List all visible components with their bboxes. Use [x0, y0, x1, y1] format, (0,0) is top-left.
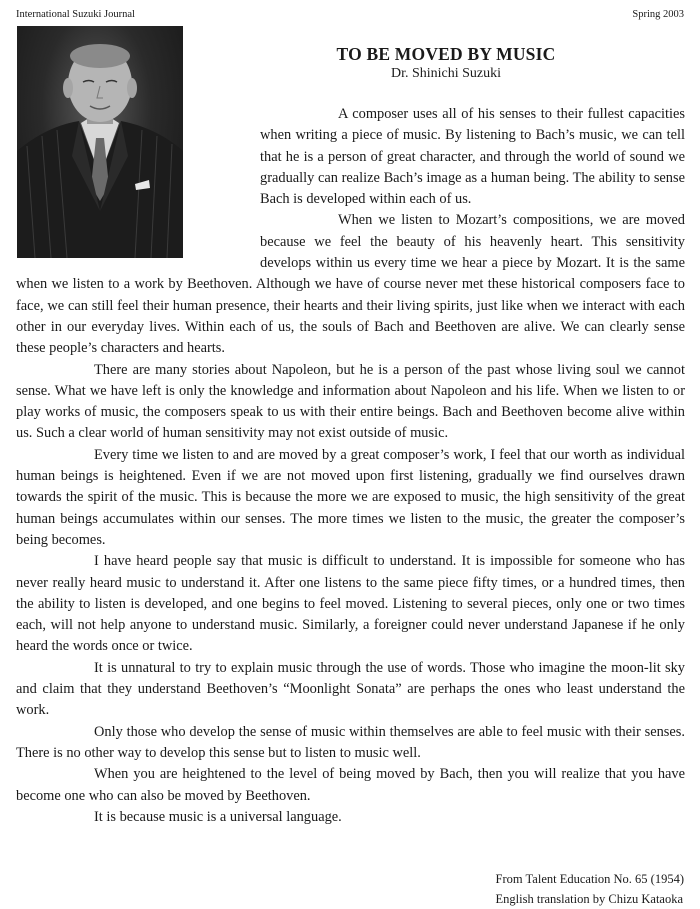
article-title: TO BE MOVED BY MUSIC: [336, 44, 556, 64]
paragraph: It is unnatural to try to explain music through the use of words. Those who imagine the moon-lit sky and claim that they understand Beethoven’s “Moonlight Sonata” are perhaps the ones who least understand the work.: [16, 659, 685, 719]
article-body: [16, 104, 685, 828]
paragraph: Every time we listen to and are moved by a great composer’s work, I feel that our worth as individual human beings is heightened. Even if we are not moved upon first listening, gradually we find ourselves drawn towards the spirit of the music. This is because the more we are exposed to music, the high sensitivity of the great human beings accumulates within our senses. The more times we listen to the music, the greater the composer’s being becomes.: [16, 446, 685, 548]
photo-text-wrap-spacer: [16, 104, 260, 262]
paragraph: When you are heightened to the level of being moved by Bach, then you will realize that you have become one who can also be moved by Beethoven.: [16, 766, 685, 804]
paragraph: It is because music is a universal language.: [94, 808, 342, 825]
paragraph: A composer uses all of his senses to their fullest capacities when writing a piece of music. By listening to Bach’s music, we can tell that he is a person of great character, and through the world of sound we gradually can realize Bach’s image as a human being. The ability to sense Bach is developed within each of us.: [260, 106, 685, 208]
issue-date: Spring 2003: [632, 9, 684, 20]
paragraph: There are many stories about Napoleon, but he is a person of the past whose living soul we cannot sense. What we have left is only the knowledge and information about Napoleon and his life. When we listen to or play works of music, the composers speak to us with their entire beings. Bach and Beethoven become alive within us. Such a clear world of human sensitivity may not exist outside of music.: [16, 361, 685, 442]
paragraph: I have heard people say that music is difficult to understand. It is impossible for someone who has never really heard music to understand it. After one listens to the same piece fifty times, or a hundred times, then the ability to listen is developed, and one begins to feel moved. Listening to several pieces, only one or two times each, will not help anyone to understand music. Similarly, a foreigner could never understand Japanese if he only heard the words once or twice.: [16, 553, 685, 655]
article-author: Dr. Shinichi Suzuki: [390, 66, 502, 81]
paragraph: When we listen to Mozart’s compositions, we are moved because we feel the beauty of his heavenly heart. This sensitivity develops within us every time we hear a piece by Mozart. It is the same when we listen to a work by Beethoven. Although we have of course never met these historical composers face to face, we can still feel their human presence, their hearts and their living spirits, just like when we interact with each other in our everyday lives. Within each of us, the souls of Bach and Beethoven are alive. We can clearly sense these people’s characters and hearts.: [16, 212, 685, 357]
source-citation: From Talent Education No. 65 (1954): [495, 872, 684, 886]
translation-credit: English translation by Chizu Kataoka: [495, 892, 684, 906]
journal-name: International Suzuki Journal: [16, 9, 135, 20]
paragraph: Only those who develop the sense of music within themselves are able to feel music with their senses. There is no other way to develop this sense but to listen to music well.: [16, 723, 685, 761]
article-credits: [496, 869, 684, 909]
